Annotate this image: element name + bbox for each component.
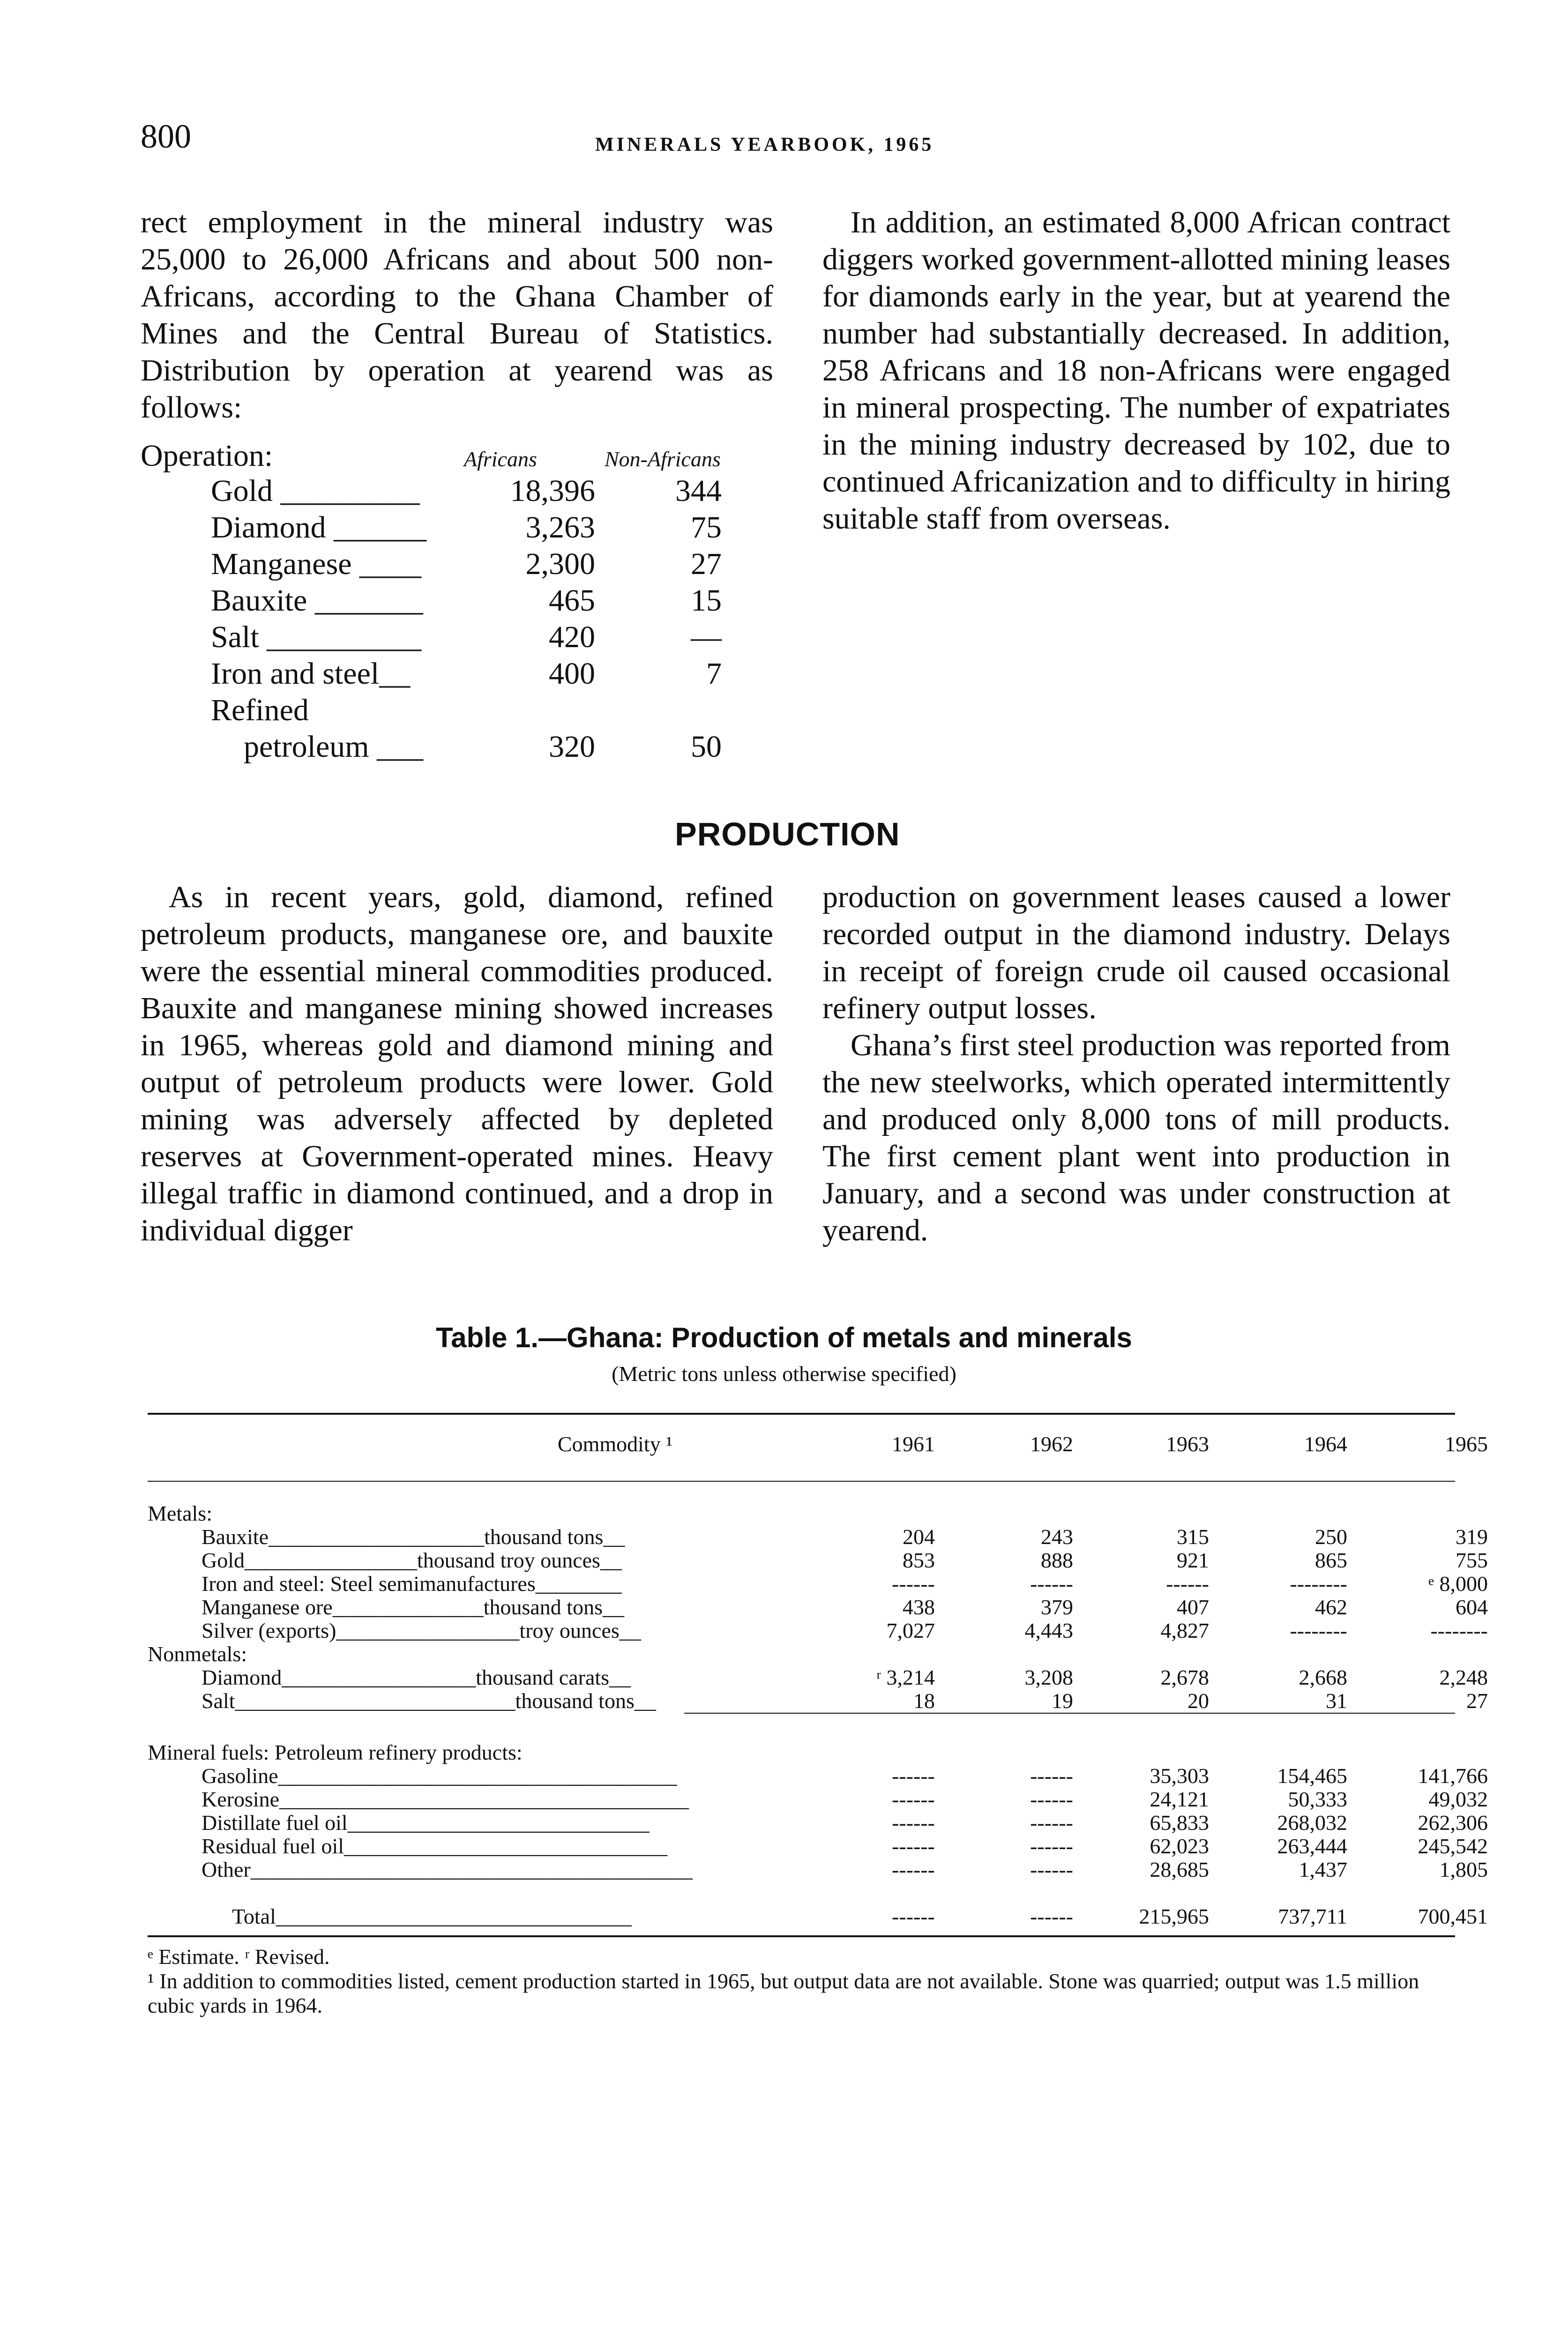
cell-value: 263,444 — [1277, 1834, 1347, 1858]
cell-value: 24,121 — [1150, 1787, 1209, 1811]
cell-value: 407 — [1177, 1595, 1209, 1619]
cell-value: 141,766 — [1418, 1764, 1488, 1788]
cell-value: 50,333 — [1288, 1787, 1347, 1811]
africans-value: 400 — [549, 657, 595, 691]
cell-value: ------ — [892, 1904, 935, 1928]
cell-value: ------ — [892, 1858, 935, 1881]
non-africans-value: 15 — [691, 583, 722, 618]
cell-value: ------ — [1030, 1811, 1073, 1835]
production-right-text-2: Ghana’s first steel production was reported from the new steelworks, which operated intermittently and produced only 8,000 tons of mill products. The first cement plant went into production in January, and a second was under construction at yearend. — [822, 1028, 1450, 1247]
non-africans-value: 27 — [691, 547, 722, 581]
table-header-row — [148, 1432, 1488, 1460]
cell-value: 2,668 — [1299, 1665, 1347, 1689]
africans-value: 3,263 — [525, 510, 595, 545]
operation-label: Operation: — [141, 439, 273, 473]
footnote-1: ¹ In addition to commodities listed, cement production started in 1965, but output data are not available. Stone was quarried; output was 1.5 million cubic yards in 1964. — [148, 1969, 1419, 2017]
table-row — [148, 1502, 1455, 1525]
employment-row — [141, 583, 778, 619]
cell-value: 268,032 — [1277, 1811, 1347, 1835]
table-row — [148, 1619, 1488, 1642]
table-row — [148, 1858, 1488, 1881]
row-label: Manganese ore______________thousand tons__ — [202, 1596, 624, 1619]
row-label: Salt__________________________thousand tons__ — [202, 1689, 656, 1713]
non-africans-value: 50 — [691, 730, 722, 764]
cell-value: -------- — [1290, 1572, 1347, 1596]
cell-value: ------ — [1166, 1572, 1209, 1596]
cell-value: 4,443 — [1024, 1619, 1073, 1642]
col-commodity-header: Commodity ¹ — [557, 1432, 672, 1456]
table-row — [148, 1787, 1488, 1811]
row-label: Diamond__________________thousand carats__ — [202, 1666, 631, 1689]
operation-name: Iron and steel__ — [211, 657, 411, 691]
col-year-header: 1962 — [1030, 1432, 1073, 1456]
footnote-symbols: ᵉ Estimate. ʳ Revised. — [148, 1945, 330, 1969]
col-africans-header: Africans — [464, 447, 537, 471]
production-left-text: As in recent years, gold, diamond, refined petroleum products, manganese ore, and bauxite were the essential mineral commodities produced. Bauxite and manganese mining showed increases in 1965, whereas gold and diamond mining and output of petroleum products were lower. Gold mining was adversely affected by depleted reserves at Government-operated mines. Heavy illegal traffic in diamond continued, and a drop in individual digger — [141, 880, 773, 1247]
row-label: Bauxite____________________thousand tons__ — [202, 1525, 625, 1549]
cell-value: 262,306 — [1418, 1811, 1488, 1835]
row-label: Gold________________thousand troy ounces__ — [202, 1549, 622, 1572]
cell-value: 462 — [1315, 1595, 1347, 1619]
cell-value: 737,711 — [1278, 1904, 1347, 1928]
operation-name: Manganese ____ — [211, 547, 422, 581]
cell-value: 315 — [1177, 1525, 1209, 1549]
production-right-text-1: production on government leases caused a lower recorded output in the diamond industry. Delays in receipt of foreign crude oil caused occasional refinery output losses. — [822, 880, 1450, 1025]
cell-value: 2,678 — [1160, 1665, 1209, 1689]
africans-value: 465 — [549, 583, 595, 618]
row-label: Mineral fuels: Petroleum refinery products: — [148, 1741, 523, 1764]
africans-value: 320 — [549, 730, 595, 764]
africans-value: 420 — [549, 620, 595, 654]
employment-row — [141, 619, 778, 656]
cell-value: -------- — [1290, 1619, 1347, 1642]
table-row — [148, 1525, 1488, 1549]
cell-value: -------- — [1430, 1619, 1488, 1642]
row-label: Gasoline_____________________________________ — [202, 1764, 677, 1788]
cell-value: 379 — [1041, 1595, 1073, 1619]
table-title: Table 1.—Ghana: Production of metals and minerals — [436, 1322, 1132, 1353]
row-label: Metals: — [148, 1502, 212, 1525]
cell-value: 755 — [1456, 1548, 1488, 1572]
table-row — [148, 1572, 1488, 1596]
cell-value: 19 — [1052, 1689, 1073, 1713]
row-label: Silver (exports)_________________troy ounces__ — [202, 1619, 641, 1642]
table-row — [148, 1741, 1455, 1764]
row-label: Other_________________________________________ — [202, 1858, 693, 1881]
table-row-total — [148, 1904, 1488, 1928]
col-year-header: 1963 — [1166, 1432, 1209, 1456]
cell-value: 1,805 — [1439, 1858, 1488, 1881]
table-row — [148, 1642, 1455, 1666]
cell-value: ᵉ 8,000 — [1428, 1572, 1488, 1596]
cell-value: 28,685 — [1150, 1858, 1209, 1881]
cell-value: 31 — [1326, 1689, 1347, 1713]
col-year-header: 1961 — [892, 1432, 935, 1456]
table-bottom-rule — [148, 1935, 1455, 1937]
africans-value: 2,300 — [525, 547, 595, 581]
col-non-africans-header: Non-Africans — [605, 447, 721, 471]
cell-value: 921 — [1177, 1548, 1209, 1572]
table-row — [148, 1665, 1488, 1689]
intro-right-text: In addition, an estimated 8,000 African contract diggers worked government-allotted mining leases for diamonds early in the year, but at yearend the number had substantially decreased. In addition, 258 Africans and 18 non-Africans were engaged in mineral prospecting. The number of expatriates in the mining industry decreased by 102, due to continued Africanization and to difficulty in hiring suitable staff from overseas. — [822, 205, 1450, 536]
non-africans-value: 75 — [691, 510, 722, 545]
cell-value: 3,208 — [1024, 1665, 1073, 1689]
employment-table — [141, 473, 778, 801]
cell-value: 1,437 — [1299, 1858, 1347, 1881]
cell-value: 215,965 — [1139, 1904, 1209, 1928]
production-left-paragraph — [141, 879, 773, 1249]
cell-value: ------ — [892, 1572, 935, 1596]
cell-value: 2,248 — [1439, 1665, 1488, 1689]
table-row — [148, 1764, 1488, 1788]
cell-value: 604 — [1456, 1595, 1488, 1619]
cell-value: 4,827 — [1160, 1619, 1209, 1642]
cell-value: ʳ 3,214 — [876, 1665, 935, 1689]
employment-row — [141, 546, 778, 583]
cell-value: ------ — [1030, 1904, 1073, 1928]
cell-value: 154,465 — [1277, 1764, 1347, 1788]
operation-name: Bauxite _______ — [211, 583, 423, 618]
cell-value: 35,303 — [1150, 1764, 1209, 1788]
cell-value: ------ — [892, 1834, 935, 1858]
cell-value: 243 — [1041, 1525, 1073, 1549]
cell-value: 27 — [1466, 1689, 1488, 1713]
col-year-header: 1964 — [1304, 1432, 1347, 1456]
footnotes — [148, 1945, 1460, 2018]
section-heading: PRODUCTION — [675, 816, 900, 852]
row-label: Distillate fuel oil____________________________ — [202, 1811, 650, 1835]
cell-value: 7,027 — [886, 1619, 935, 1642]
cell-value: 865 — [1315, 1548, 1347, 1572]
employment-row — [141, 510, 778, 546]
production-right-paragraphs — [822, 879, 1450, 1249]
intro-left-paragraph — [141, 204, 773, 426]
cell-value: 18 — [913, 1689, 935, 1713]
page-number: 800 — [141, 118, 191, 155]
non-africans-value: — — [691, 620, 722, 654]
non-africans-value: 344 — [675, 474, 722, 508]
employment-table-header — [141, 438, 778, 471]
table-subtitle: (Metric tons unless otherwise specified) — [612, 1362, 956, 1386]
cell-value: ------ — [892, 1764, 935, 1788]
employment-row — [141, 656, 778, 693]
row-label: Kerosine______________________________________ — [202, 1788, 689, 1811]
operation-name: Refined — [211, 693, 309, 727]
subtotal-rule — [684, 1713, 1455, 1714]
row-label: Iron and steel: Steel semimanufactures________ — [202, 1572, 622, 1596]
table-row — [148, 1834, 1488, 1858]
row-label: Total_________________________________ — [232, 1905, 632, 1928]
cell-value: 853 — [903, 1548, 935, 1572]
cell-value: ------ — [892, 1811, 935, 1835]
intro-right-paragraph — [822, 204, 1450, 537]
table-row — [148, 1811, 1488, 1835]
cell-value: 319 — [1456, 1525, 1488, 1549]
operation-name: Salt __________ — [211, 620, 422, 654]
cell-value: 888 — [1041, 1548, 1073, 1572]
employment-row — [141, 473, 778, 510]
cell-value: ------ — [892, 1787, 935, 1811]
cell-value: 20 — [1187, 1689, 1209, 1713]
cell-value: 65,833 — [1150, 1811, 1209, 1835]
running-title: MINERALS YEARBOOK, 1965 — [595, 134, 934, 156]
cell-value: ------ — [1030, 1572, 1073, 1596]
col-year-header: 1965 — [1445, 1432, 1488, 1456]
operation-name: Diamond ______ — [211, 510, 427, 545]
cell-value: ------ — [1030, 1764, 1073, 1788]
operation-name: petroleum ___ — [244, 730, 424, 764]
row-label: Residual fuel oil______________________________ — [202, 1835, 668, 1858]
non-africans-value: 7 — [706, 657, 722, 691]
cell-value: ------ — [1030, 1834, 1073, 1858]
table-top-rule — [148, 1413, 1455, 1415]
intro-left-text: rect employment in the mineral industry was 25,000 to 26,000 Africans and about 500 non-Africans, according to the Ghana Chamber of Mines and the Central Bureau of Statistics. Distribution by operation at yearend was as follows: — [141, 205, 773, 425]
cell-value: 62,023 — [1150, 1834, 1209, 1858]
row-label: Nonmetals: — [148, 1642, 247, 1666]
cell-value: 250 — [1315, 1525, 1347, 1549]
cell-value: 438 — [903, 1595, 935, 1619]
cell-value: ------ — [1030, 1858, 1073, 1881]
operation-name: Gold _________ — [211, 474, 420, 508]
table-row — [148, 1548, 1488, 1572]
cell-value: 700,451 — [1418, 1904, 1488, 1928]
table-row — [148, 1689, 1488, 1713]
africans-value: 18,396 — [510, 474, 595, 508]
table-row — [148, 1595, 1488, 1619]
cell-value: 245,542 — [1418, 1834, 1488, 1858]
employment-row — [141, 729, 778, 766]
cell-value: 49,032 — [1428, 1787, 1488, 1811]
employment-row — [141, 693, 778, 729]
table-header-rule — [148, 1481, 1455, 1482]
cell-value: 204 — [903, 1525, 935, 1549]
cell-value: ------ — [1030, 1787, 1073, 1811]
